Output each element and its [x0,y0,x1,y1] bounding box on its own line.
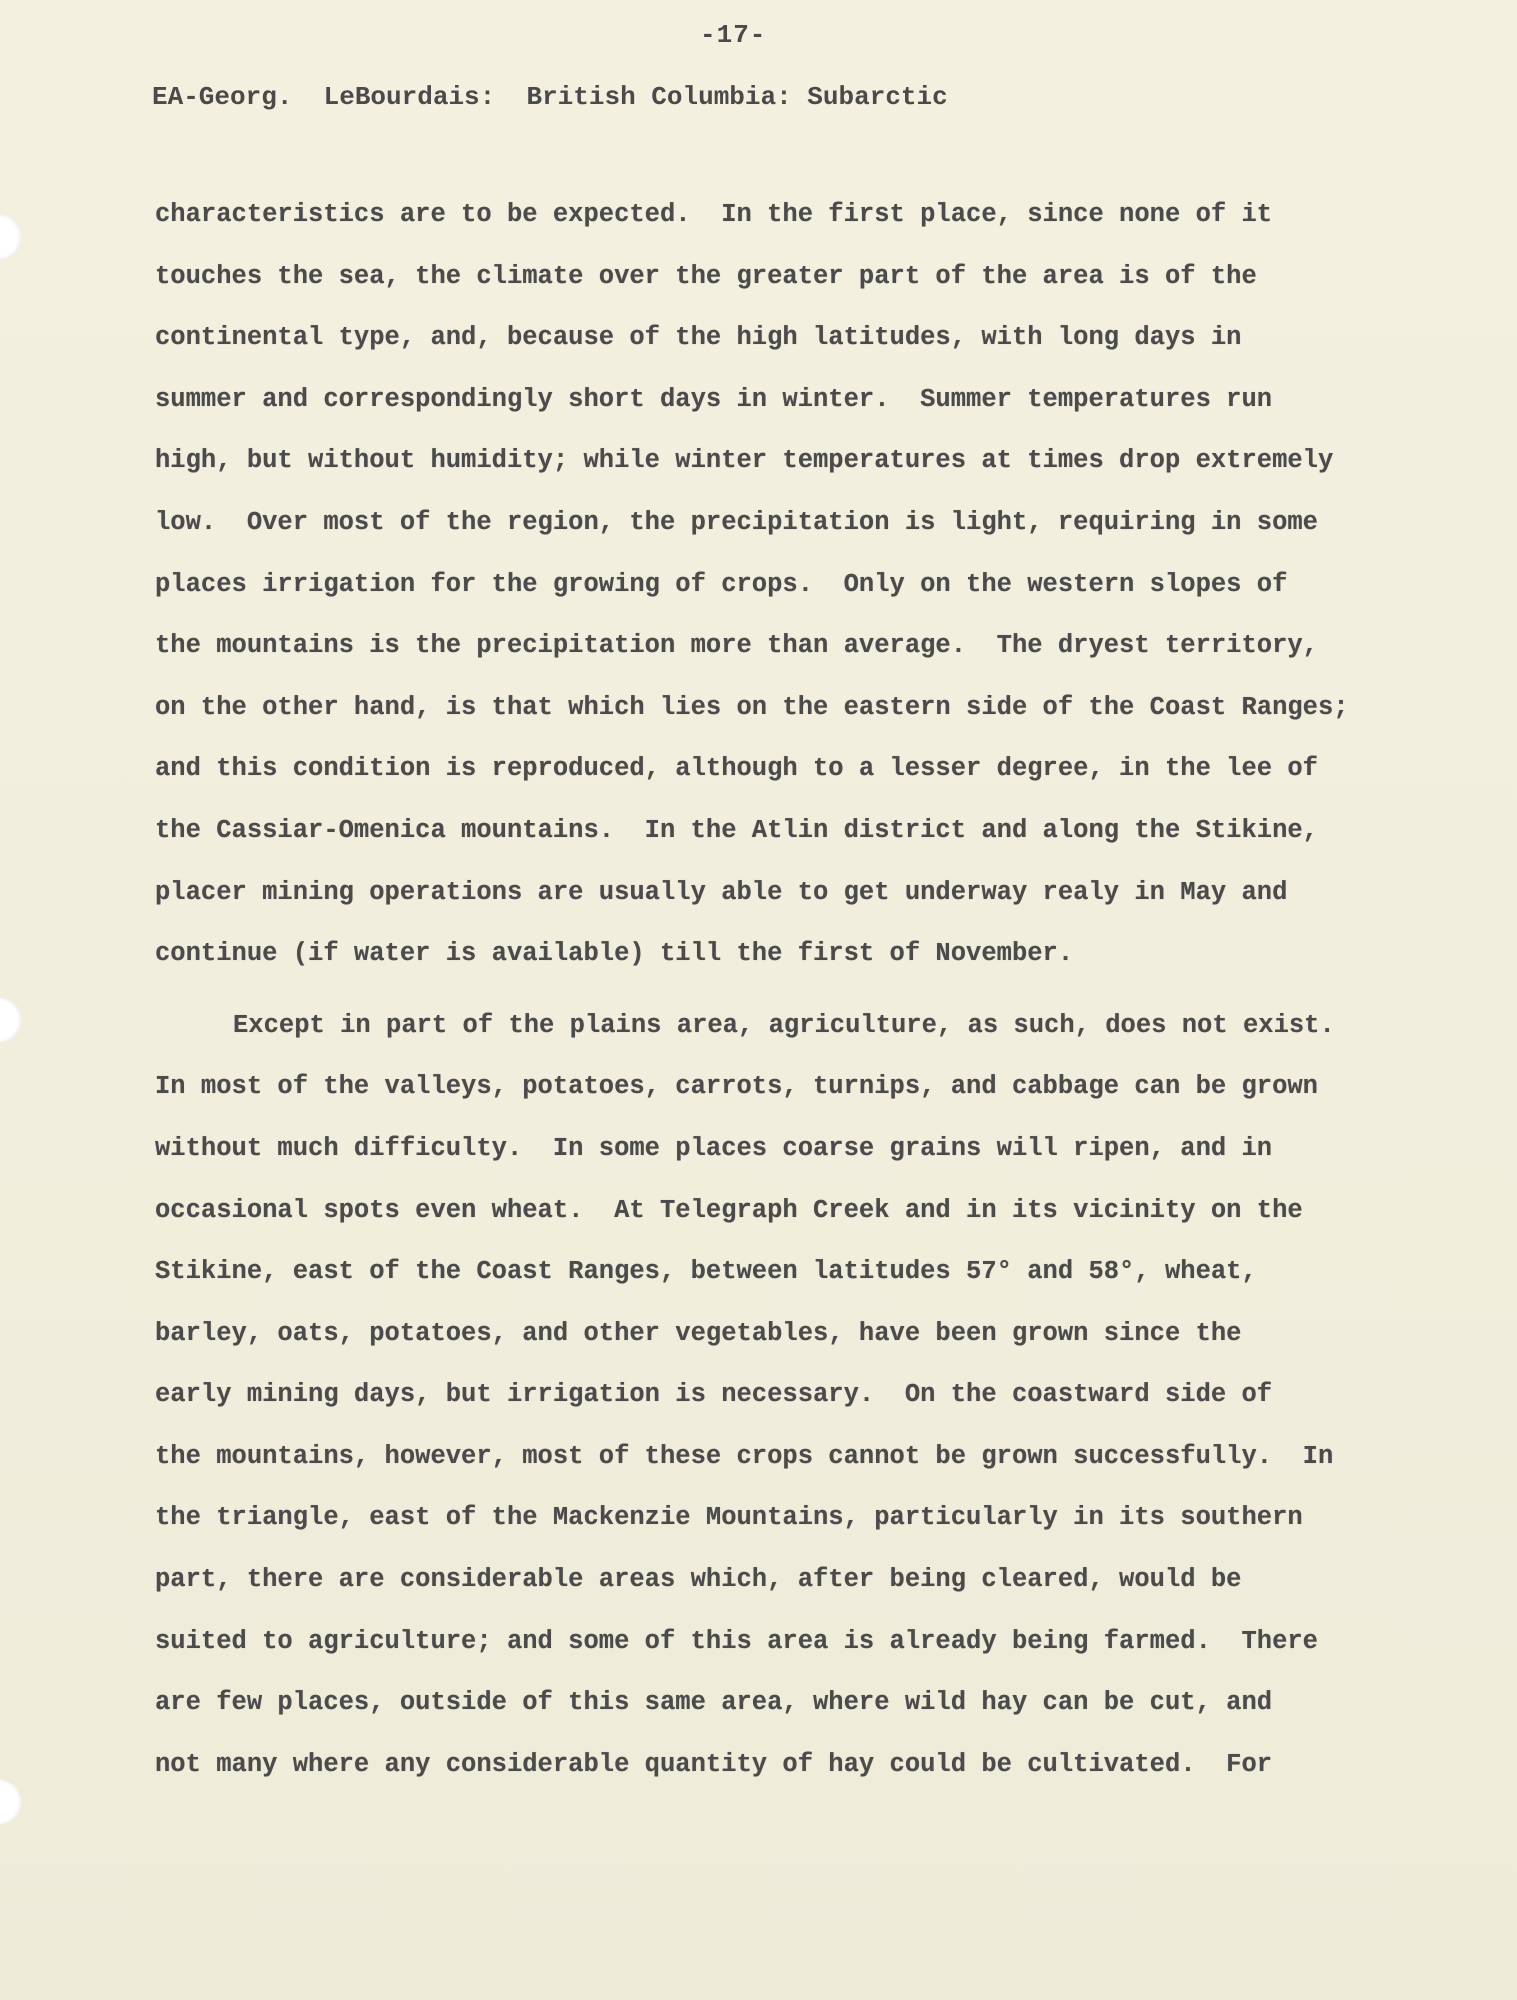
text-line: In most of the valleys, potatoes, carrots, turnips, and cabbage can be grown [155,1072,1318,1102]
text-line: without much difficulty. In some places coarse grains will ripen, and in [155,1133,1273,1163]
text-line: continue (if water is available) till the first of November. [155,939,1074,969]
text-line: occasional spots even wheat. At Telegraph Creek and in its vicinity on the [155,1195,1303,1225]
text-line: on the other hand, is that which lies on the eastern side of the Coast Ranges; [155,692,1349,722]
text-line: and this condition is reproduced, although to a lesser degree, in the lee of [155,754,1318,784]
text-line: are few places, outside of this same area, where wild hay can be cut, and [155,1688,1273,1718]
text-line: low. Over most of the region, the precipitation is light, requiring in some [155,507,1318,537]
text-line: part, there are considerable areas which, after being cleared, would be [155,1565,1242,1595]
text-line: the mountains is the precipitation more than average. The dryest territory, [155,631,1318,661]
text-line: high, but without humidity; while winter temperatures at times drop extremely [155,446,1334,476]
text-line: the mountains, however, most of these crops cannot be grown successfully. In [155,1441,1334,1471]
paragraph-1 [155,200,1355,1001]
page-number: -17- [700,20,767,50]
text-line: places irrigation for the growing of crops. Only on the western slopes of [155,569,1288,599]
text-line: Stikine, east of the Coast Ranges, between latitudes 57° and 58°, wheat, [155,1257,1257,1287]
text-line: suited to agriculture; and some of this area is already being farmed. There [155,1626,1318,1656]
text-line: placer mining operations are usually able to get underway realy in May and [155,877,1288,907]
text-line: continental type, and, because of the high latitudes, with long days in [155,323,1242,353]
text-line: characteristics are to be expected. In the first place, since none of it [155,200,1273,229]
paragraph-gap [155,1001,1355,1011]
running-head: EA-Georg. LeBourdais: British Columbia: Subarctic [152,82,948,112]
paragraph-2 [155,1011,1355,1812]
punch-hole [0,998,22,1042]
body-text [155,200,1355,1811]
text-line: early mining days, but irrigation is necessary. On the coastward side of [155,1380,1273,1410]
text-line: the Cassiar-Omenica mountains. In the Atlin district and along the Stikine, [155,815,1318,845]
text-line: the triangle, east of the Mackenzie Mountains, particularly in its southern [155,1503,1303,1533]
punch-hole [0,1780,22,1824]
text-line: Except in part of the plains area, agriculture, as such, does not exist. [233,1010,1335,1040]
text-line: barley, oats, potatoes, and other vegetables, have been grown since the [155,1318,1242,1348]
punch-hole [0,215,22,259]
text-line: not many where any considerable quantity of hay could be cultivated. For [155,1749,1273,1779]
text-line: touches the sea, the climate over the greater part of the area is of the [155,261,1257,291]
text-line: summer and correspondingly short days in winter. Summer temperatures run [155,384,1273,414]
